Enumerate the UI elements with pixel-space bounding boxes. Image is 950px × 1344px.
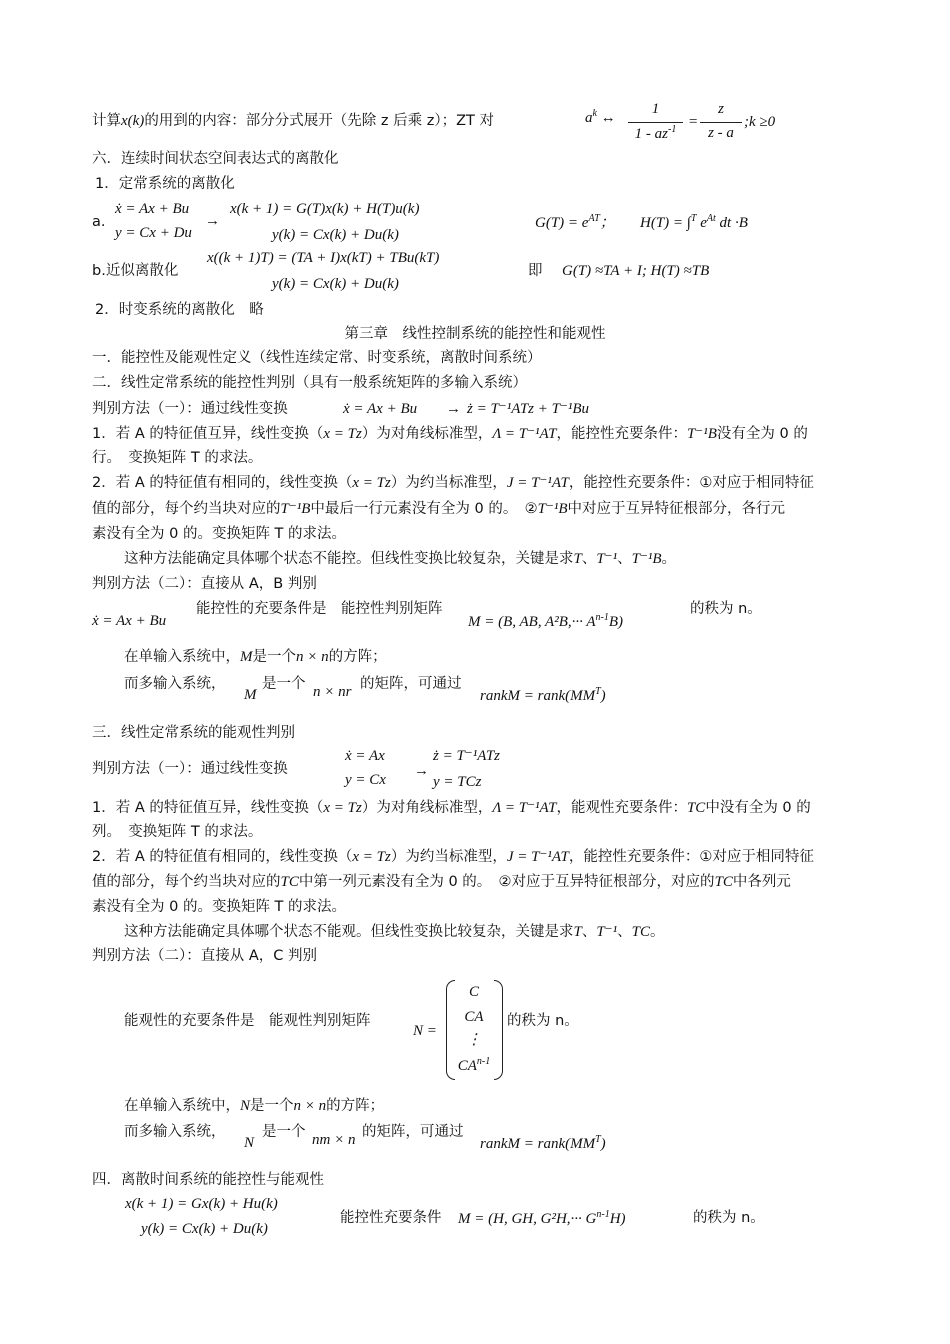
intro-frac2-den: z - a xyxy=(708,125,734,141)
ch3-multi-rank: rankM = $rank(MM^T)$ xyxy=(480,686,606,704)
sec3-m2-N: N = xyxy=(413,1023,437,1039)
sec6-a-d1: x(k + 1) = G(T)x(k) + H(T)u(k) xyxy=(230,201,420,217)
intro-xk: x(k) xyxy=(121,113,145,129)
sec6-b-ji: 即 xyxy=(528,263,543,279)
sec3-multi-nmxn: nm × n xyxy=(312,1132,356,1148)
sec3-p2-line1: 2．若 A 的特征值有相同的，线性变换（x = Tz）为约当标准型，J = T⁻¹AT，能控性充要条件：①对应于相同特征 xyxy=(92,849,814,865)
ch3-m2-label: 判别方法（二）：直接从 A，B 判别 xyxy=(92,576,317,592)
sec6-a-arrow: → xyxy=(205,213,220,229)
sec6-sub1: 1．定常系统的离散化 xyxy=(95,176,235,192)
intro-eq: = xyxy=(688,114,699,130)
sec6-b-d2: y(k) = Cx(k) + Du(k) xyxy=(272,276,399,292)
ch3-p1-line2: 行。 变换矩阵 T 的求法。 xyxy=(92,450,263,466)
sec3-res1: ż = T⁻¹ATz xyxy=(433,748,501,764)
ch3-p2-line1: 2．若 A 的特征值有相同的，线性变换（x = Tz）为约当标准型，J = T⁻¹AT，能控性充要条件：①对应于相同特征 xyxy=(92,475,814,491)
matrix-row-1: C xyxy=(468,984,479,1000)
sec3-eq2: y = Cx xyxy=(345,772,386,788)
intro-prefix: 计算 xyxy=(92,113,121,129)
sec3-p1-line2: 列。 变换矩阵 T 的求法。 xyxy=(92,824,263,840)
sec6-a-H: H(T) = ∫$^T$ $e^{At}$ dt ·B xyxy=(640,213,748,231)
sec4-cond: 能控性充要条件 xyxy=(340,1210,442,1226)
sec6-a-G: $G(T) = e^{AT}$； xyxy=(535,213,615,231)
sec6-b-approx: G(T) ≈TA + I; H(T) ≈TB xyxy=(562,263,710,279)
matrix-row-4: CA$^{n-1}$ xyxy=(457,1056,491,1074)
intro-ak: $a^k$ ↔ xyxy=(585,108,616,126)
sec3-multi-N: N xyxy=(244,1135,255,1151)
intro-frac1-bar xyxy=(628,122,683,123)
sec3-multi-b: 是一个 xyxy=(262,1124,306,1140)
sec3-title: 三．线性定常系统的能观性判别 xyxy=(92,725,295,741)
intro-frac2-bar xyxy=(700,122,742,123)
sec3-res2: y = TCz xyxy=(433,774,482,790)
sec4-title: 四．离散时间系统的能控性与能观性 xyxy=(92,1172,324,1188)
sec3-m2-rank: 的秩为 n。 xyxy=(507,1013,579,1029)
intro-frac2-num: z xyxy=(718,101,724,117)
ch3-multi-c: 的矩阵，可通过 xyxy=(360,676,462,692)
sec3-arrow: → xyxy=(414,763,429,779)
sec4-M: M = (H, GH, $G^2H,\cdot\cdot\cdot G^{n-1}H$) xyxy=(458,1209,626,1227)
matrix-row-2: CA xyxy=(464,1009,484,1025)
sec3-m1-label: 判别方法（一）：通过线性变换 xyxy=(92,761,288,777)
ch3-p2-line3: 素没有全为 0 的。变换矩阵 T 的求法。 xyxy=(92,526,347,542)
sec3-single: 在单输入系统中，N是一个n × n的方阵； xyxy=(124,1098,385,1114)
ch3-multi-M: M xyxy=(244,687,257,703)
ch3-multi-b: 是一个 xyxy=(262,676,306,692)
intro-line xyxy=(92,112,494,131)
intro-frac1-num: 1 xyxy=(651,101,660,117)
sec3-multi-rank: rankM = $rank(MM^T)$ xyxy=(480,1134,606,1152)
sec6-a-eq2: y = Cx + Du xyxy=(115,225,192,241)
ch3-p3: 这种方法能确定具体哪个状态不能控。但线性变换比较复杂，关键是求T、T⁻¹、T⁻¹B。 xyxy=(124,551,677,567)
sec4-eq1: x(k + 1) = Gx(k) + Hu(k) xyxy=(125,1196,278,1212)
ch3-m1-arrow: → xyxy=(446,401,461,417)
sec3-m2-label: 判别方法（二）：直接从 A，C 判别 xyxy=(92,948,318,964)
intro-cond: ;k ≥0 xyxy=(744,114,776,130)
sec4-eq2: y(k) = Cx(k) + Du(k) xyxy=(141,1221,268,1237)
sec6-sub2: 2．时变系统的离散化 略 xyxy=(95,302,264,318)
ch3-p1-line1: 1．若 A 的特征值互异，线性变换（x = Tz）为对角线标准型，Λ = T⁻¹AT，能控性充要条件：T⁻¹B没有全为 0 的 xyxy=(92,426,808,442)
sec6-a-label: a. xyxy=(92,214,106,230)
chapter-title: 第三章 线性控制系统的能控性和能观性 xyxy=(344,326,606,342)
ch3-m2-M: M = (B, AB, $A^2B,\cdot\cdot\cdot A^{n-1}B$) xyxy=(468,612,624,630)
sec3-eq1: ẋ = Ax xyxy=(345,748,385,764)
sec3-multi-c: 的矩阵，可通过 xyxy=(362,1124,464,1140)
ch3-m2-eq: ẋ = Ax + Bu xyxy=(92,613,167,629)
ch3-single: 在单输入系统中，M是一个n × n的方阵； xyxy=(124,649,387,665)
sec4-rank: 的秩为 n。 xyxy=(693,1210,765,1226)
ch3-m1-eq: ẋ = Ax + Bu xyxy=(343,401,418,417)
sec3-m2-cond: 能观性的充要条件是 能观性判别矩阵 xyxy=(124,1013,371,1029)
sec6-b-label: b.近似离散化 xyxy=(92,263,179,279)
ch3-multi-a: 而多输入系统， xyxy=(124,676,226,692)
ch3-m1-res: ż = T⁻¹ATz + T⁻¹Bu xyxy=(467,401,590,417)
sec3-p2-line3: 素没有全为 0 的。变换矩阵 T 的求法。 xyxy=(92,899,347,915)
ch3-s2: 二．线性定常系统的能控性判别（具有一般系统矩阵的多输入系统） xyxy=(92,375,527,391)
ch3-m2-cond: 能控性的充要条件是 能控性判别矩阵 xyxy=(196,601,443,617)
ch3-m2-rank: 的秩为 n。 xyxy=(690,601,762,617)
ch3-multi-nxnr: n × nr xyxy=(313,684,352,700)
sec3-p3: 这种方法能确定具体哪个状态不能观。但线性变换比较复杂，关键是求T、T⁻¹、TC。 xyxy=(124,924,665,940)
sec6-a-d2: y(k) = Cx(k) + Du(k) xyxy=(272,227,399,243)
ch3-s1: 一．能控性及能观性定义（线性连续定常、时变系统，离散时间系统） xyxy=(92,350,542,366)
sec6-b-d1: x((k + 1)T) = (TA + I)x(kT) + TBu(kT) xyxy=(207,250,440,266)
sec6-title: 六．连续时间状态空间表达式的离散化 xyxy=(92,151,339,167)
intro-frac1-den: $1 - az^{-1}$ xyxy=(634,124,677,142)
intro-text: 的用到的内容：部分分式展开（先除 z 后乘 z）；ZT 对 xyxy=(144,113,495,129)
ch3-p2-line2: 值的部分，每个约当块对应的T⁻¹B中最后一行元素没有全为 0 的。 ②T⁻¹B中对应于互异特征根部分，各行元 xyxy=(92,501,786,517)
matrix-row-3: ⋮ xyxy=(466,1032,482,1048)
ch3-m1-label: 判别方法（一）：通过线性变换 xyxy=(92,401,288,417)
sec6-a-eq1: ẋ = Ax + Bu xyxy=(115,201,190,217)
sec3-p1-line1: 1．若 A 的特征值互异，线性变换（x = Tz）为对角线标准型，Λ = T⁻¹AT，能观性充要条件：TC中没有全为 0 的 xyxy=(92,800,811,816)
sec3-p2-line2: 值的部分，每个约当块对应的TC中第一列元素没有全为 0 的。 ②对应于互异特征根部分，对应的TC中各列元 xyxy=(92,874,791,890)
sec3-multi-a: 而多输入系统， xyxy=(124,1124,226,1140)
